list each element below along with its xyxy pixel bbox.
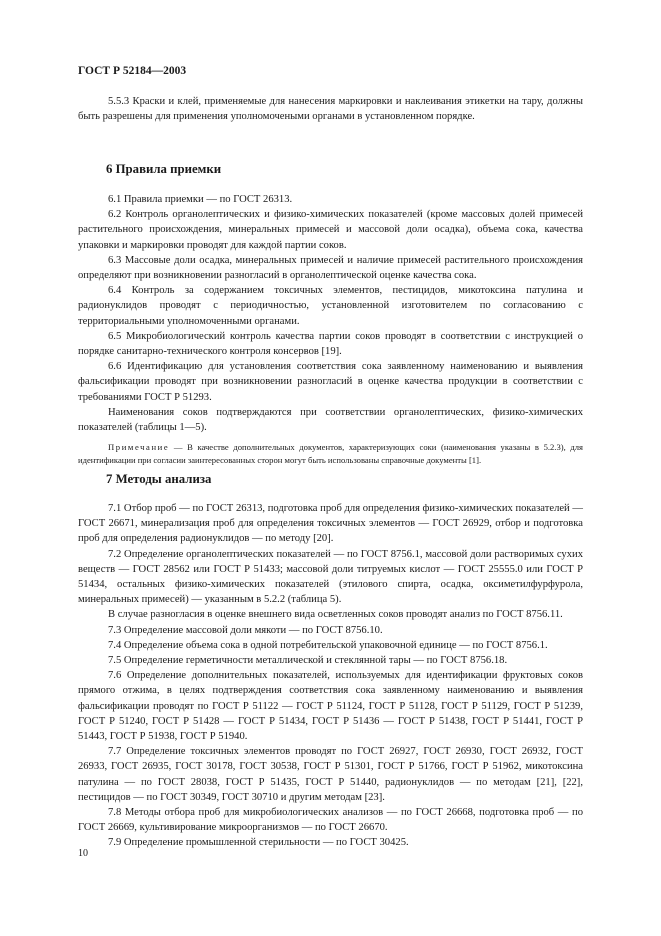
section-7-heading-wrap [78,472,583,487]
section-7-title: 7 Методы анализа [106,472,212,486]
paragraph: 7.4 Определение объема сока в одной потребительской упаковочной единице — по ГОСТ 8756.1. [108,639,548,651]
paragraph: Наименования соков подтверждаются при соответствии органолептических, физико-химических показателей (таблицы 1—5). [78,406,583,434]
paragraph: 6.5 Микробиологический контроль качества партии соков проводят в соответствии с инструкцией о порядке санитарно-технического контроля консервов [19]. [78,330,583,358]
paragraph: 5.5.3 Краски и клей, применяемые для нанесения маркировки и наклеивания этикетки на тару, должны быть разрешены для применения уполномочеными органами в установленном порядке. [78,96,583,123]
paragraph: 6.1 Правила приемки — по ГОСТ 26313. [108,194,293,205]
paragraph: 6.6 Идентификацию для установления соответствия сока заявленному наименованию и выявления фальсификации проводят при возникновении разногласий в оценке качества продукции в соответствии с требованиями ГОСТ Р 51293. [78,361,583,403]
clause-5-5-3 [78,94,583,124]
note [78,441,583,466]
section-7-body [78,501,583,851]
paragraph: 7.9 Определение промышленной стерильности — по ГОСТ 30425. [108,837,409,849]
document-header: ГОСТ Р 52184—2003 [78,65,187,77]
section-6-heading-wrap [78,162,583,177]
paragraph: 6.2 Контроль органолептических и физико-химических показателей (кроме массовых долей примесей растительного происхождения, минеральных примесей и массовой доли осадка), объема сока, качества упаковки и маркировки проводят для каждой партии соков. [78,209,583,251]
paragraph: 7.6 Определение дополнительных показателей, используемых для идентификации фруктовых соков прямого отжима, в целях подтверждения соответствия сока заявленному наименованию и выявления фальсификации проводят по ГОСТ Р 51122 — ГОСТ Р 51124, ГОСТ Р 51128, ГОСТ Р 51129, ГОСТ Р 51239, ГОСТ Р 51240, ГОСТ Р 51428 — ГОСТ Р 51434, ГОСТ Р 51436 — ГОСТ Р 51438, ГОСТ Р 51441, ГОСТ Р 51443, ГОСТ Р 51938, ГОСТ Р 51940. [78,670,583,743]
paragraph: 7.3 Определение массовой доли мякоти — по ГОСТ 8756.10. [108,624,383,636]
paragraph: 7.2 Определение органолептических показателей — по ГОСТ 8756.1, массовой доли растворимых сухих веществ — ГОСТ 28562 или ГОСТ Р 51433; массовой доли титруемых кислот — ГОСТ 25555.0 или ГОСТ Р 51434, остальных физико-химических показателей (этилового спирта, осадка, оксиметилфурфурола, минеральных примесей) — указанным в 5.2.2 (таблица 5). [78,548,583,606]
paragraph: В случае разногласия в оценке внешнего вида осветленных соков проводят анализ по ГОСТ 8756.11. [108,609,563,621]
section-6-title: 6 Правила приемки [106,162,222,176]
note-label: Примечание [108,442,170,453]
note-text: — В качестве дополнительных документов, характеризующих соки (наименования указаны в 5.2.3), для идентификации при согласии заинтересованных сторон могут быть использованы справочные документы [1]. [78,442,583,465]
section-6-body [78,192,583,466]
paragraph: 7.7 Определение токсичных элементов проводят по ГОСТ 26927, ГОСТ 26930, ГОСТ 26932, ГОСТ 26933, ГОСТ 26935, ГОСТ 30178, ГОСТ 30538, ГОСТ Р 51301, ГОСТ Р 51766, ГОСТ Р 51962, микотоксина патулина — по ГОСТ 28038, ГОСТ Р 51435, ГОСТ Р 51440, радионуклидов — по методам [21], [22], пестицидов — по ГОСТ 30349, ГОСТ 30710 и другим методам [23]. [78,746,583,803]
paragraph: 7.1 Отбор проб — по ГОСТ 26313, подготовка проб для определения физико-химических показателей — ГОСТ 26671, минерализация проб для определения токсичных элементов — ГОСТ 26929, отбор и подготовка проб для определения радионуклидов — по методу [20]. [78,503,583,545]
paragraph: 7.5 Определение герметичности металлической и стеклянной тары — по ГОСТ 8756.18. [108,655,508,667]
paragraph: 6.4 Контроль за содержанием токсичных элементов, пестицидов, микотоксина патулина и радионуклидов проводят с периодичностью, установленной изготовителем по согласованию с территориальными уполномоченными органами. [78,285,583,327]
paragraph: 7.8 Методы отбора проб для микробиологических анализов — по ГОСТ 26668, подготовка проб — по ГОСТ 26669, культивирование микроорганизмов — по ГОСТ 26670. [78,807,583,834]
paragraph: 6.3 Массовые доли осадка, минеральных примесей и наличие примесей растительного происхождения определяют при возникновении разногласий в органолептической оценке качества сока. [78,254,583,282]
page-number: 10 [78,848,88,859]
